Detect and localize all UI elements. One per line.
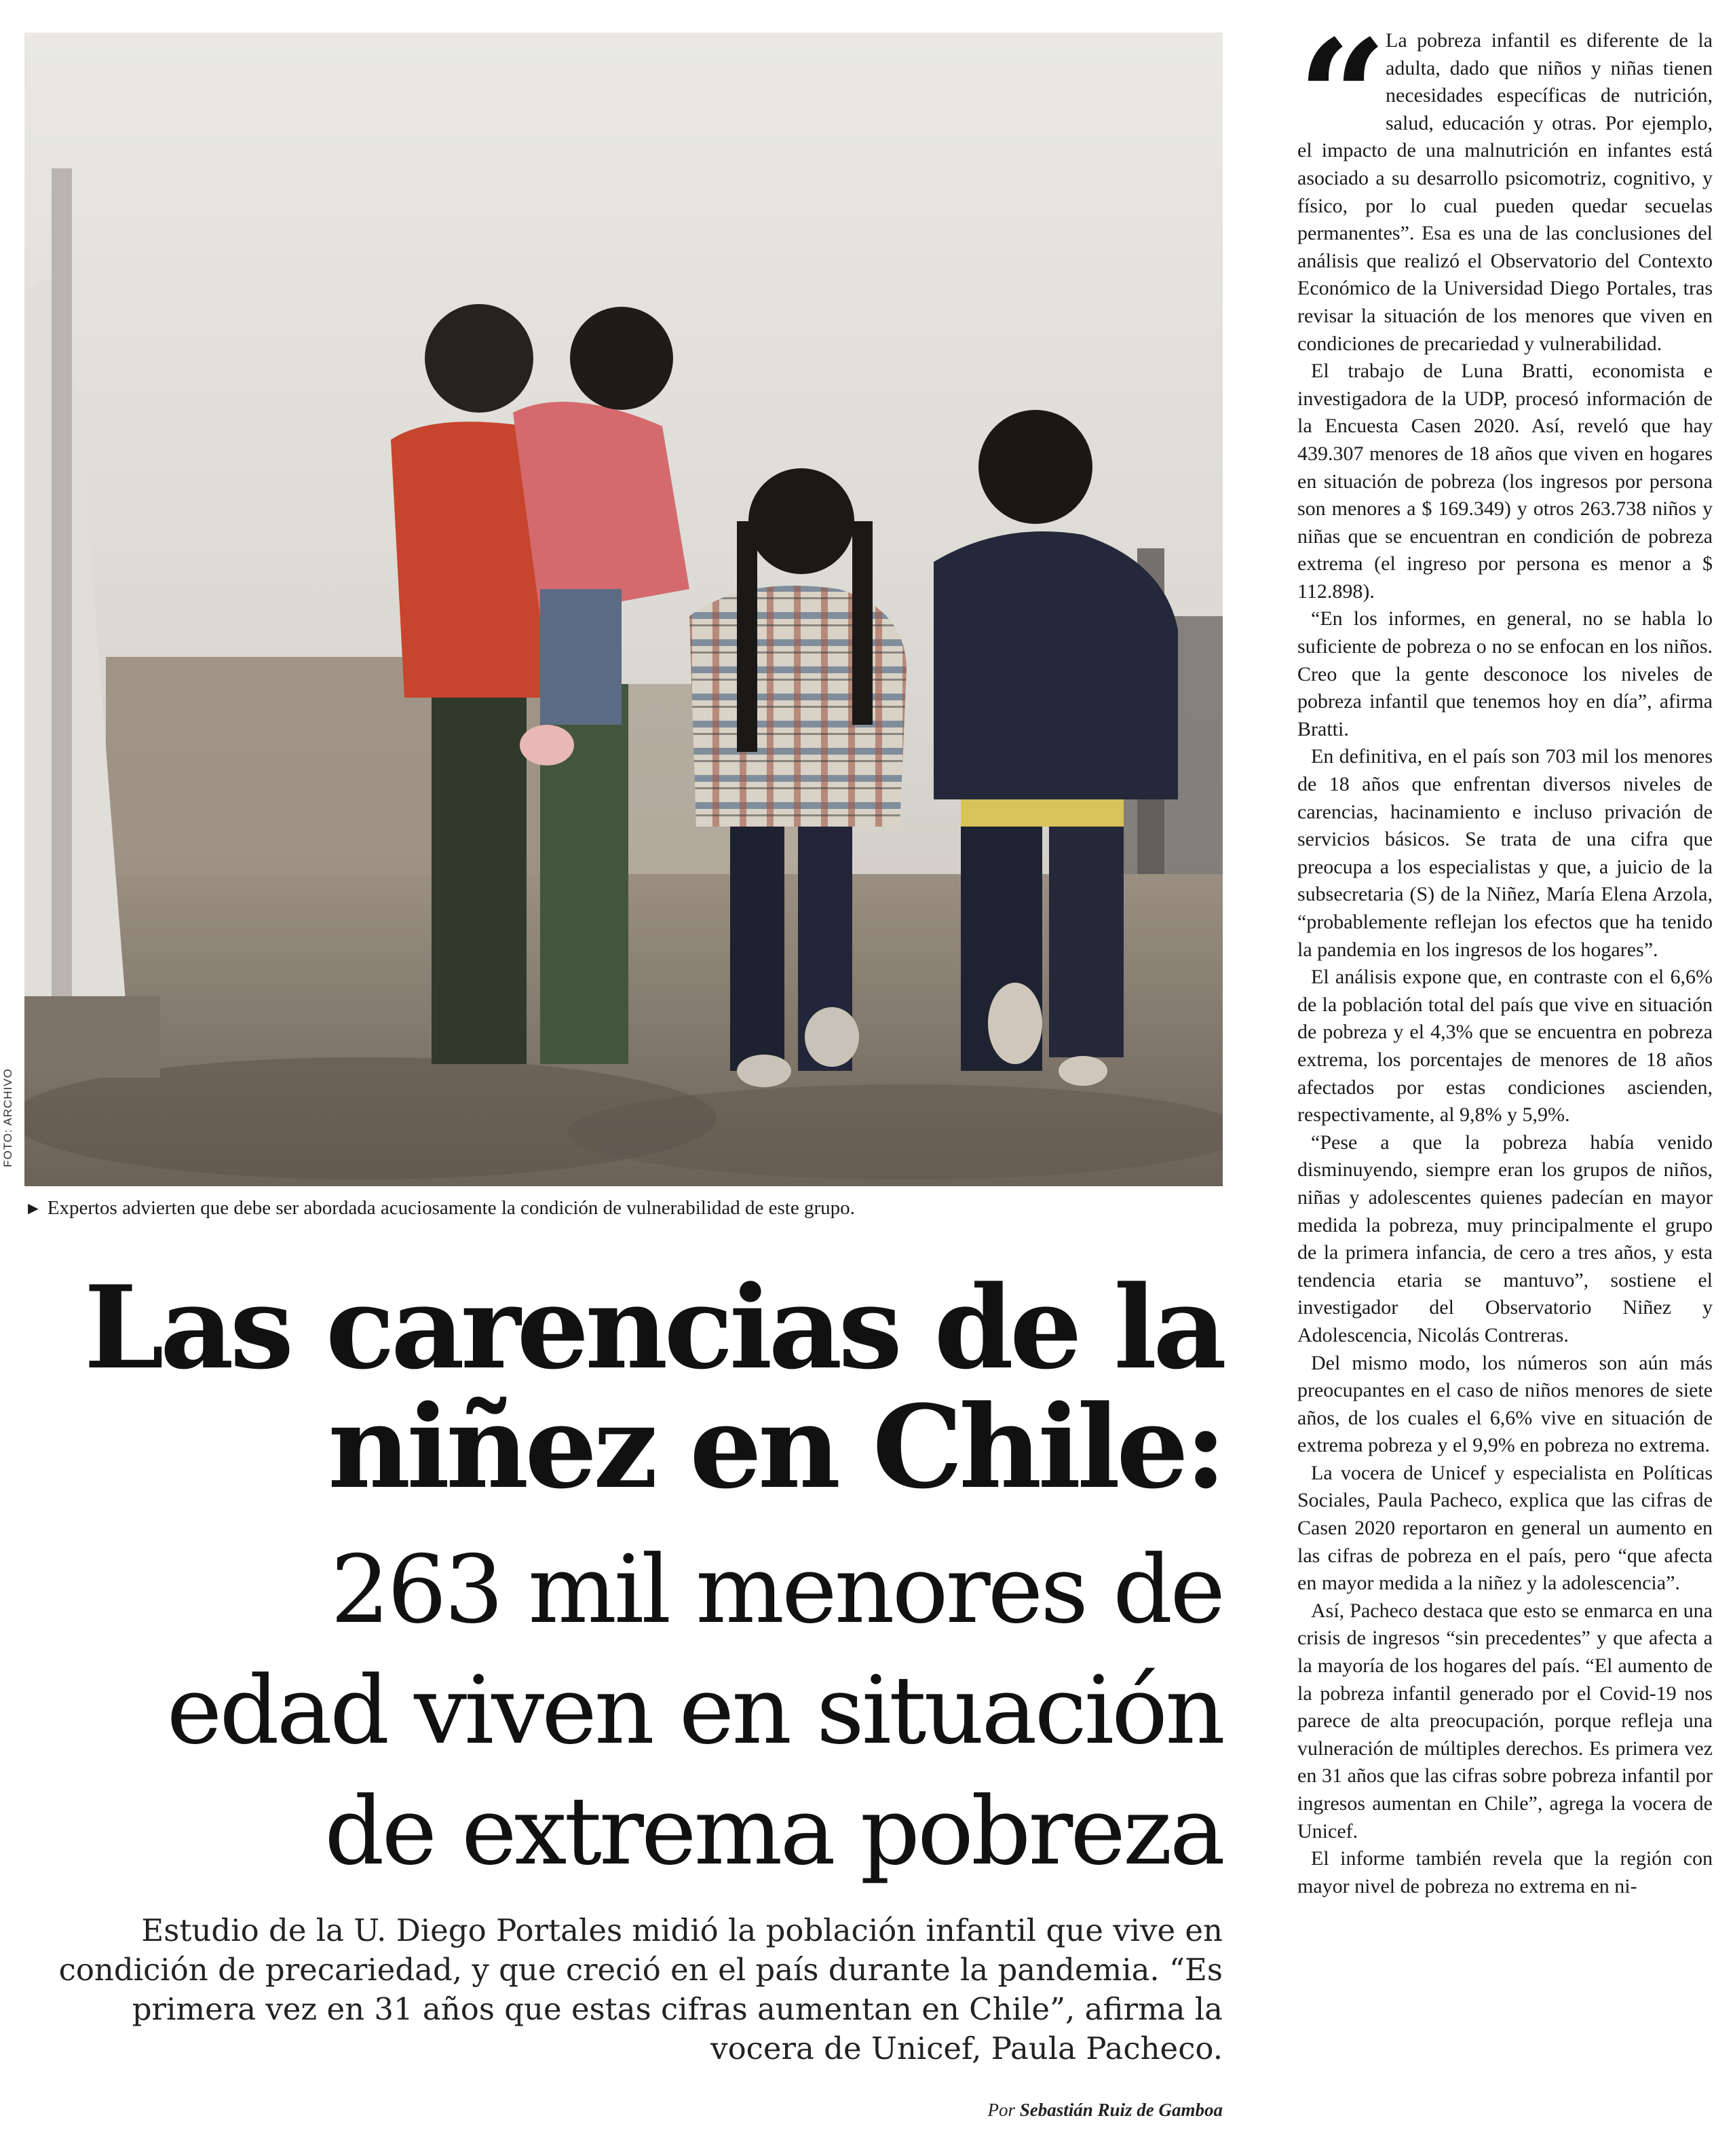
body-paragraph: Así, Pacheco destaca que esto se enmarca en una crisis de ingresos “sin precedentes” y que afecta a la mayoría de los hogares del país. “El aumento de la pobreza infantil generado por el Covid-19 nos parece de alta preocupación, porque refleja una vulneración de múltiples derechos. Es primera vez en 31 años que las cifras sobre pobreza infantil por ingresos aumentan en Chile”, agrega la vocera de Unicef. (1297, 1599, 1713, 1842)
opening-quote-mark: “ (1297, 27, 1388, 189)
subheadline-line-3: de extrema pobreza (324, 1777, 1223, 1886)
photo-caption (24, 1197, 1223, 1219)
body-paragraph: El análisis expone que, en contraste con el 6,6% de la población total del país que vive en situación de pobreza y el 4,3% que se encuentra en pobreza extrema, los porcentajes de menores de 18 años afectados por estas condiciones ascienden, respectivamente, al 9,8% y 5,9%. (1297, 966, 1713, 1127)
headline-line-2: niñez en Chile: (328, 1380, 1223, 1514)
byline (987, 2100, 1223, 2121)
headline (24, 1260, 1223, 1514)
body-paragraph: La vocera de Unicef y especialista en Políticas Sociales, Paula Pacheco, explica que las cifras de Casen 2020 reportaron en general un aumento en las cifras de pobreza en el país, pero “que afecta en mayor medida a la niñez y la adolescencia”. (1297, 1461, 1713, 1595)
body-paragraph: El informe también revela que la región con mayor nivel de pobreza no extrema en ni- (1297, 1847, 1713, 1897)
subheadline-line-2: edad viven en situación (166, 1656, 1223, 1765)
body-paragraph: La pobreza infantil es diferente de la adulta, dado que niños y niñas tienen necesidades específicas de nutrición, salud, educación y otras. Por ejemplo, el impacto de una malnutrición en infantes está asociado a su desarrollo psicomotriz, cognitivo, y físico, por lo cual pueden quedar secuelas permanentes”. Esa es una de las conclusiones del análisis que realizó el Observatorio del Contexto Económico de la Universidad Diego Portales, tras revisar la situación de los menores que viven en condiciones de precariedad y vulnerabilidad. (1297, 29, 1713, 355)
photo-credit: FOTO: ARCHIVO (1, 1068, 14, 1167)
byline-prefix: Por (987, 2100, 1015, 2120)
body-paragraph: En definitiva, en el país son 703 mil los menores de 18 años que enfrentan diversos niveles de carencias, hacinamiento e incluso privación de servicios básicos. Se trata de una cifra que preocupa a los especialistas y que, a juicio de la subsecretaria (S) de la Niñez, María Elena Arzola, “probablemente reflejan los efectos que ha tenido la pandemia en los ingresos de los hogares”. (1297, 745, 1713, 961)
children-walking-photo (24, 33, 1223, 1186)
article-photo (24, 33, 1223, 1186)
subheadline (24, 1530, 1223, 1892)
body-paragraph: El trabajo de Luna Bratti, economista e investigadora de la UDP, procesó información de la Encuesta Casen 2020. Así, reveló que hay 439.307 menores de 18 años que viven en hogares en situación de pobreza (los ingresos por persona son menores a $ 169.349) y otros 263.738 niños y niñas que se encuentran en condición de pobreza extrema (el ingreso por persona es menor a $ 112.898). (1297, 360, 1713, 603)
body-paragraph: “En los informes, en general, no se habla lo suficiente de pobreza o no se enfocan en los niños. Creo que la gente desconoce los niveles de pobreza infantil que tenemos hoy en día”, afirma Bratti. (1297, 607, 1713, 740)
subheadline-line-1: 263 mil menores de (330, 1535, 1223, 1644)
caption-arrow-icon: ► (24, 1198, 42, 1218)
headline-line-1: Las carencias de la (83, 1260, 1223, 1395)
body-paragraph: “Pese a que la pobreza había venido disminuyendo, siempre eran los grupos de niños, niñas y adolescentes quienes padecían en mayor medida la pobreza, muy principalmente el grupo de la primera infancia, de cero a tres años, y esta tendencia etaria se mantuvo”, sostiene el investigador del Observatorio Niñez y Adolescencia, Nicolás Contreras. (1297, 1131, 1713, 1346)
body-paragraph: Del mismo modo, los números son aún más preocupantes en el caso de niños menores de siete años, de los cuales el 6,6% vive en situación de extrema pobreza y el 9,9% en pobreza no extrema. (1297, 1351, 1713, 1457)
article-dek: Estudio de la U. Diego Portales midió la población infantil que vive en condición de precariedad, y que creció en el país durante la pandemia. “Es primera vez en 31 años que estas cifras aumentan en Chile”, afirma la vocera de Unicef, Paula Pacheco. (58, 1912, 1223, 2066)
article-body (1297, 27, 1713, 2144)
photo-caption-text: Expertos advierten que debe ser abordada acuciosamente la condición de vulnerabilidad de este grupo. (47, 1197, 855, 1219)
byline-author: Sebastián Ruiz de Gamboa (1019, 2100, 1223, 2120)
